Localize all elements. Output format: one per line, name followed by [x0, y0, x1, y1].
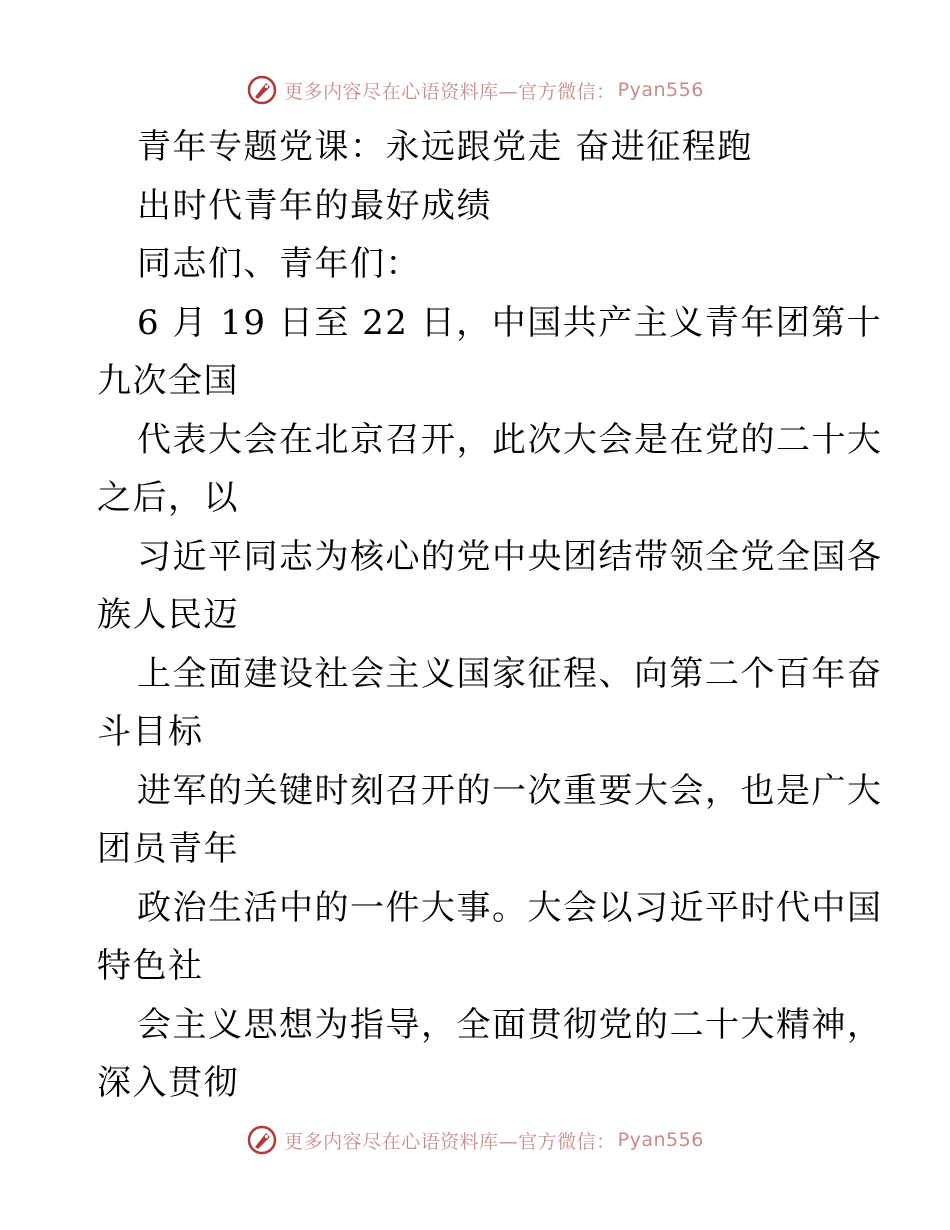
text-line: 九次全国: [97, 361, 239, 401]
text-line: 深入贯彻: [97, 1063, 239, 1103]
text-line: 上全面建设社会主义国家征程、向第二个百年奋: [137, 653, 883, 694]
text-line: 出时代青年的最好成绩: [137, 185, 492, 226]
text-line: 代表大会在北京召开，此次大会是在党的二十大: [137, 419, 883, 460]
pen-nib-logo-icon: [246, 1124, 278, 1156]
text-line: 斗目标: [97, 712, 204, 752]
text-line: 青年专题党课：永远跟党走 奋进征程跑: [137, 127, 753, 167]
text-line: 会主义思想为指导，全面贯彻党的二十大精神，: [137, 1004, 883, 1045]
text-line: 习近平同志为核心的党中央团结带领全党全国各: [137, 536, 883, 577]
watermark-id: Pyan556: [617, 1129, 704, 1151]
text-line: 进军的关键时刻召开的一次重要大会，也是广大: [137, 770, 883, 811]
text-line: 政治生活中的一件大事。大会以习近平时代中国: [137, 887, 883, 928]
text-line: 6 月 19 日至 22 日，中国共产主义青年团第十: [137, 302, 883, 343]
watermark-text: 更多内容尽在心语资料库—官方微信：: [284, 80, 616, 103]
pen-nib-logo-icon: [246, 74, 278, 106]
watermark-id: Pyan556: [617, 79, 704, 101]
text-line: 同志们、青年们：: [137, 244, 421, 284]
watermark-footer: [0, 1120, 950, 1160]
text-line: 之后，以: [97, 478, 239, 518]
watermark-header: [0, 70, 950, 110]
text-line: 族人民迈: [97, 595, 239, 635]
document-body: [97, 118, 883, 1113]
text-line: 团员青年: [97, 829, 239, 869]
watermark-text: 更多内容尽在心语资料库—官方微信：: [284, 1130, 616, 1153]
text-line: 特色社: [97, 946, 204, 986]
